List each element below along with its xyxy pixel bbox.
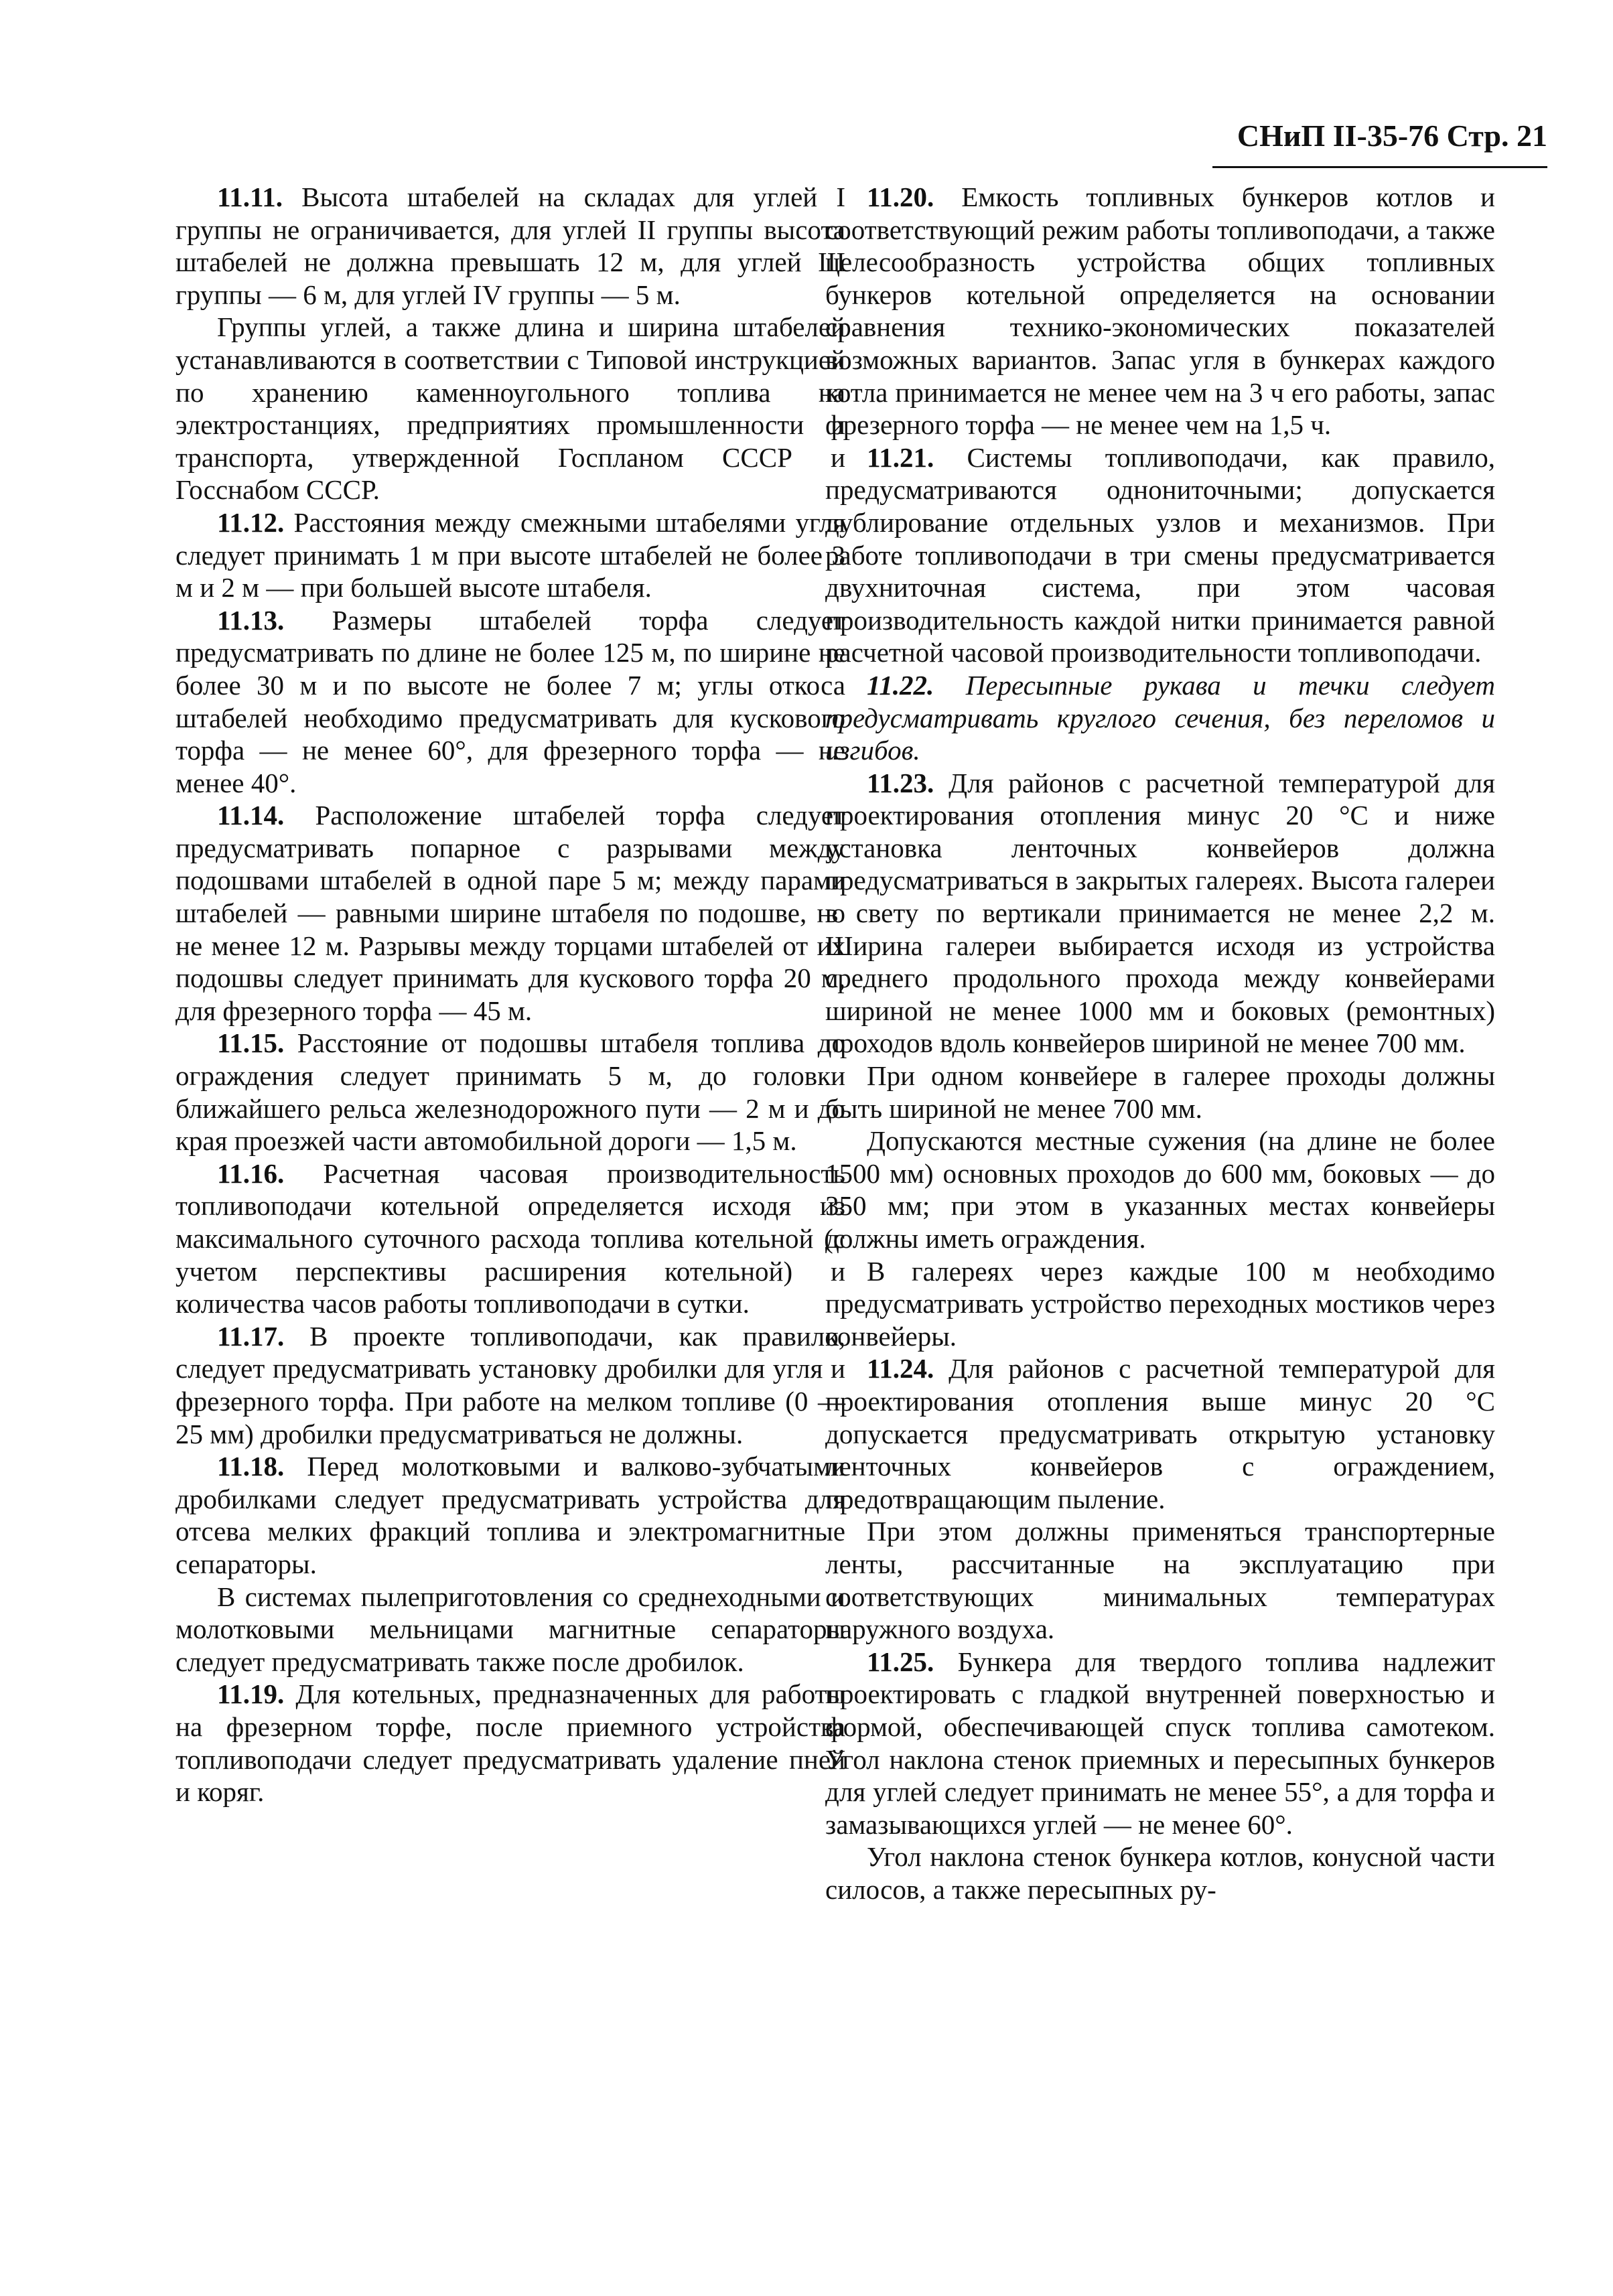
clause-11-12: 11.12. Расстояния между смежными штабелями угля следует принимать 1 м при высоте штабелей не более 3 м и 2 м — при большей высоте штабеля. — [176, 506, 845, 603]
paragraph-magnetic-separators: В системах пылеприготовления со среднеходными и молотковыми мельницами магнитные сепараторы следует предусматривать также после дробилок. — [176, 1581, 845, 1677]
clause-11-16: 11.16. Расчетная часовая производительность топливоподачи котельной определяется исходя из максимального суточного расхода топлива котельной (с учетом перспективы расширения котельной) и количества часов работы топливоподачи в сутки. — [176, 1157, 845, 1319]
paragraph-bunker-angle: Угол наклона стенок бункера котлов, конусной части силосов, а также пересыпных ру- — [825, 1841, 1495, 1905]
clause-11-18: 11.18. Перед молотковыми и валково-зубчатыми дробилками следует предусматривать устройства для отсева мелких фракций топлива и электромагнитные сепараторы. — [176, 1451, 845, 1579]
clause-11-14: 11.14. Расположение штабелей торфа следует предусматривать попарное с разрывами между подошвами штабелей в одной паре 5 м; между парами штабелей — равными ширине штабеля по подошве, но не менее 12 м. Разрывы между торцами штабелей от их подошвы следует принимать для кускового торфа 20 м, для фрезерного торфа — 45 м. — [176, 800, 846, 1026]
clause-11-13: 11.13. Размеры штабелей торфа следует предусматривать по длине не более 125 м, по ширине не более 30 м и по высоте не более 7 м; углы откоса штабелей необходимо предусматривать для кускового торфа — не менее 60°, для фрезерного торфа — не менее 40°. — [176, 604, 845, 798]
clause-11-21: 11.21. Системы топливоподачи, как правило, предусматриваются однониточными; допускается дублирование отдельных узлов и механизмов. При работе топливоподачи в три смены предусматривается двухниточная система, при этом часовая производительность каждой нитки принимается равной расчетной часовой производительности топливоподачи. — [825, 441, 1495, 668]
paragraph-bridges: В галереях через каждые 100 м необходимо предусматривать устройство переходных мостиков через конвейеры. — [825, 1255, 1495, 1352]
paragraph-conveyor-belts: При этом должны применяться транспортерные ленты, рассчитанные на эксплуатацию при соответствующих минимальных температурах наружного воздуха. — [825, 1516, 1495, 1645]
right-column — [825, 181, 1495, 1906]
header-rule — [1212, 166, 1547, 168]
paragraph-local-narrowing: Допускаются местные сужения (на длине не более 1500 мм) основных проходов до 600 мм, боковых — до 350 мм; при этом в указанных местах конвейеры должны иметь ограждения. — [825, 1125, 1495, 1254]
left-column — [176, 181, 845, 1808]
clause-11-19: 11.19. Для котельных, предназначенных для работы на фрезерном торфе, после приемного устройства топливоподачи следует предусматривать удаление пней и коряг. — [176, 1678, 846, 1808]
paragraph-coal-groups: Группы углей, а также длина и ширина штабелей устанавливаются в соответствии с Типовой инструкцией по хранению каменноугольного топлива на электростанциях, предприятиях промышленности и транспорта, утвержденной Госпланом СССР и Госснабом СССР. — [176, 311, 845, 506]
clause-11-25: 11.25. Бункера для твердого топлива надлежит проектировать с гладкой внутренней поверхностью и формой, обеспечивающей спуск топлива самотеком. Угол наклона стенок приемных и пересыпных бункеров для углей следует принимать не менее 55°, а для торфа и замазывающихся углей — не менее 60°. — [825, 1646, 1495, 1840]
clause-11-20: 11.20. Емкость топливных бункеров котлов и соответствующий режим работы топливоподачи, а также целесообразность устройства общих топливных бункеров котельной определяется на основании сравнения технико-экономических показателей возможных вариантов. Запас угля в бункерах каждого котла принимается не менее чем на 3 ч его работы, запас фрезерного торфа — не менее чем на 1,5 ч. — [825, 182, 1495, 441]
clause-11-11: 11.11. Высота штабелей на складах для углей I группы не ограничивается, для углей II группы высота штабелей не должна превышать 12 м, для углей III группы — 6 м, для углей IV группы — 5 м. — [176, 182, 846, 310]
paragraph-single-conveyor: При одном конвейере в галерее проходы должны быть шириной не менее 700 мм. — [825, 1060, 1495, 1124]
clause-11-23: 11.23. Для районов с расчетной температурой для проектирования отопления минус 20 °С и ниже установка ленточных конвейеров должна предусматриваться в закрытых галереях. Высота галереи в свету по вертикали принимается не менее 2,2 м. Ширина галереи выбирается исходя из устройства среднего продольного прохода между конвейерами шириной не менее 1000 мм и боковых (ремонтных) проходов вдоль конвейеров шириной не менее 700 мм. — [825, 767, 1496, 1059]
running-head: СНиП II-35-76 Стр. 21 — [1237, 119, 1547, 153]
clause-11-17: 11.17. В проекте топливоподачи, как правило, следует предусматривать установку дробилки для угля и фрезерного торфа. При работе на мелком топливе (0 — 25 мм) дробилки предусматриваться не должны. — [176, 1320, 845, 1449]
clause-11-15: 11.15. Расстояние от подошвы штабеля топлива до ограждения следует принимать 5 м, до головки ближайшего рельса железнодорожного пути — 2 м и до края проезжей части автомобильной дороги — 1,5 м. — [176, 1027, 845, 1157]
clause-11-22: 11.22. Пересыпные рукава и течки следует предусматривать круглого сечения, без переломов и изгибов. — [825, 669, 1495, 766]
clause-11-24: 11.24. Для районов с расчетной температурой для проектирования отопления выше минус 20 °С допускается предусматривать открытую установку ленточных конвейеров с ограждением, предотвращающим пыление. — [825, 1353, 1496, 1514]
